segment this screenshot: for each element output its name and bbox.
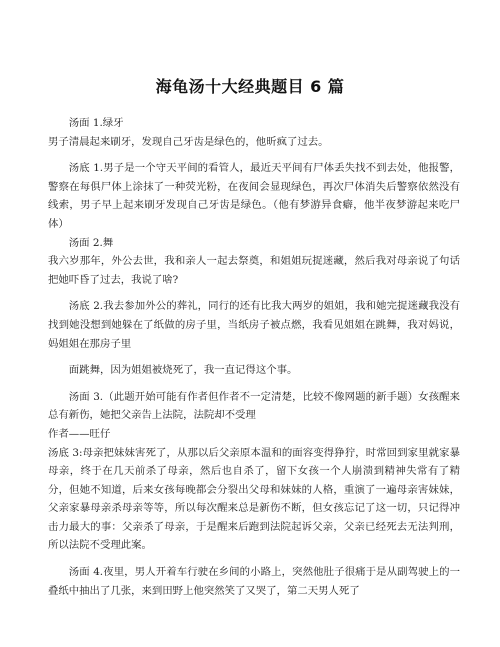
paragraph-answer-3: 汤底 3:母亲把妹妹害死了，从那以后父亲原本温和的面容变得狰狞，时常回到家里就家暴母亲，终于在几天前杀了母亲，然后也自杀了，留下女孩一个人崩溃到精神失常有了精分，但她不知道，后来女孩每晚都会分裂出父母和妹妹的人格，重演了一遍母亲害妹妹，父亲家暴母亲杀母亲等等，所以每次醒来总是新伤不断，但女孩忘记了这一切，只记得冲击力最大的事：父亲杀了母亲，于是醒来后跑到法院起诉父亲，父亲已经死去无法判刑，所以法院不受理此案。 <box>48 446 460 552</box>
paragraph-soup-2-text: 我六岁那年，外公去世，我和亲人一起去祭奠，和姐姐玩捉迷藏，然后我对母亲说了句话把她吓昏了过去，我说了啥? <box>48 255 460 286</box>
paragraph-soup-4: 汤面 4.夜里，男人开着车行驶在乡间的小路上，突然他肚子很痛于是从副驾驶上的一叠纸中抽出了几张，来到田野上他突然笑了又哭了，第二天男人死了 <box>48 566 460 597</box>
paragraph-soup-1-text: 男子清晨起来刷牙，发现自己牙齿是绿色的，他昕疯了过去。 <box>48 135 329 148</box>
paragraph-answer-2-cont: 面跳舞，因为姐姐被烧死了，我一直记得这个事。 <box>68 364 298 377</box>
paragraph-soup-1-title: 汤面 1.绿牙 <box>68 117 124 129</box>
paragraph-soup-3: 汤面 3.（此题开始可能有作者但作者不一定清楚，比较不像网题的新手题）女孩醒来总有新伤，她把父亲告上法院，法院却不受理 <box>48 390 460 422</box>
paragraph-answer-2: 汤底 2.我去参加外公的葬礼，同行的还有比我大两岁的姐姐，我和她完捉迷藏我没有找到她没想到她躲在了纸做的房子里，当纸房子被点燃，我看见姐姐在跳舞，我对妈说，妈姐姐在那房子里 <box>48 300 460 350</box>
document-body <box>48 114 460 600</box>
document-title: 海龟汤十大经典题目 6 篇 <box>155 77 345 96</box>
paragraph-answer-1: 汤底 1.男子是一个守天平间的看管人，最近天平间有尸体丢失找不到去处，他报警，警察在每俱尸体上涂抹了一种荧光粉，在夜间会显现绿色，再次尸体消失后警察依然没有线索，男子早上起来刷牙发现自己牙齿是绿色。（他有梦游异食癖，他半夜梦游起来吃尸体） <box>48 162 460 230</box>
paragraph-author: 作者——旺仔 <box>48 427 111 440</box>
paragraph-soup-2-title: 汤面 2.舞 <box>68 236 114 249</box>
